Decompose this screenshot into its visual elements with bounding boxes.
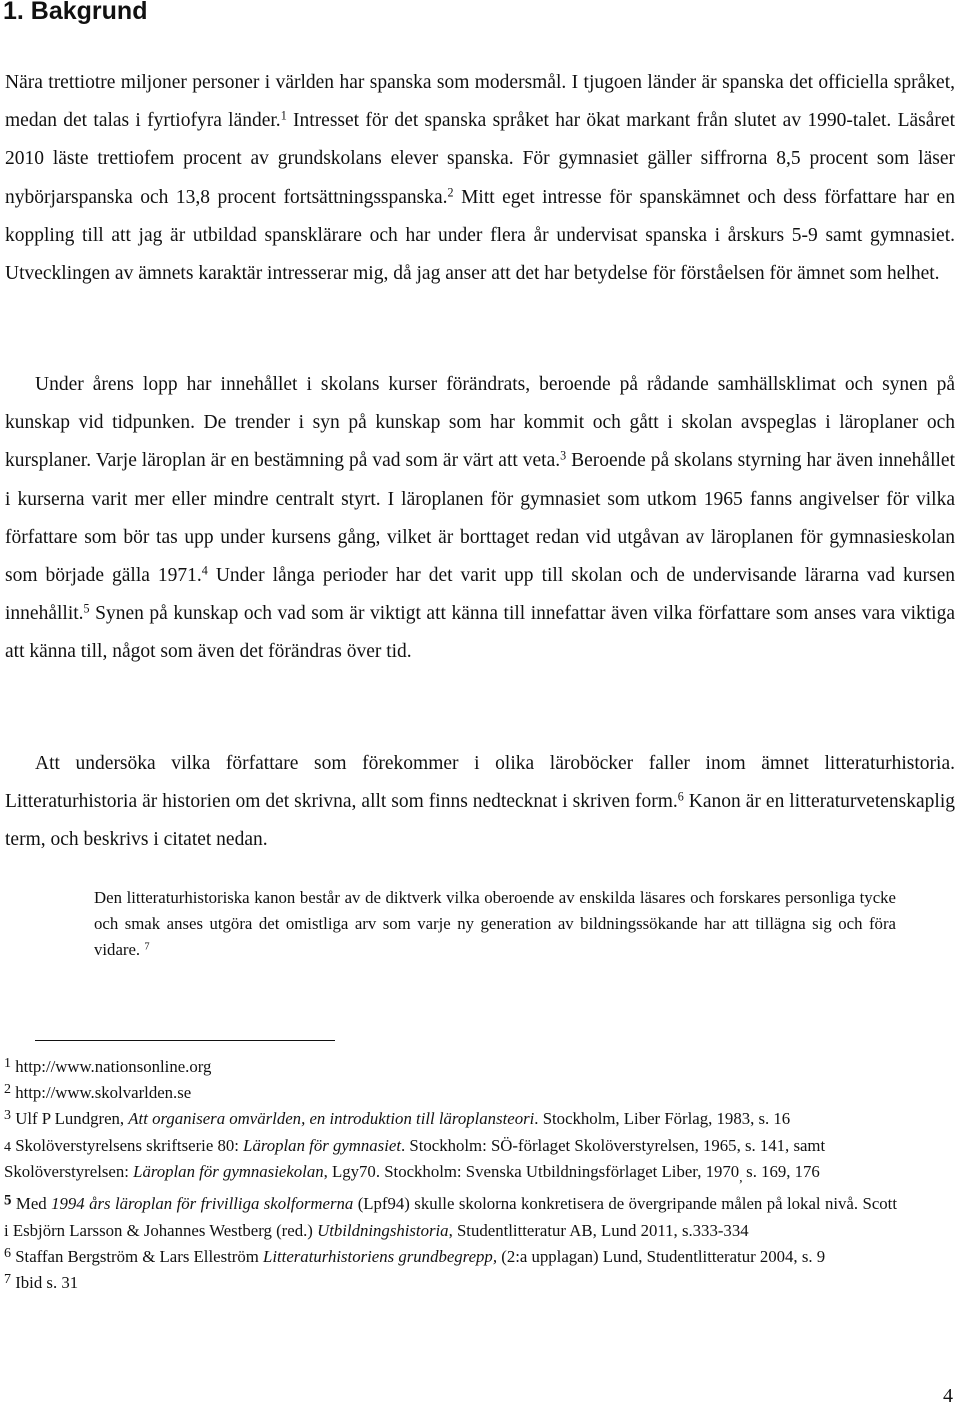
paragraph-1 bbox=[5, 64, 955, 293]
footnote-4b-sub: , bbox=[739, 1170, 747, 1186]
footnote-4-text-a: Skolöverstyrelsens skriftserie 80: bbox=[11, 1135, 244, 1155]
paragraph-2-text-a: Under årens lopp har innehållet i skolans kurser förändrats, beroende på rådande samhällsklimat och synen på kunskap vid tidpunken. De trender i syn på kunskap som har kommit och gått i skolan avspeglas i läroplaner och kursplaner. Varje läroplan är en bestämning på vad som är värt att veta. bbox=[5, 374, 955, 472]
section-heading: 1. Bakgrund bbox=[3, 0, 148, 25]
paragraph-2-text-b: Beroende på skolans styrning har även innehållet i kurserna varit mer eller mindre centralt styrt. I läroplanen för gymnasiet som utkom 1965 fanns angivelser för vilka författare som bör tas upp under kursens gång, vilket är borttaget redan vid utgåvan av läroplanen för gymnasieskolan som började gälla 1971. bbox=[5, 450, 955, 587]
footnote-ref-1[interactable]: 1 bbox=[280, 108, 287, 123]
paragraph-3-text-b: Kanon är en litteraturvetenskaplig term, och beskrivs i citatet nedan. bbox=[5, 791, 955, 851]
footnote-6-text-a: Staffan Bergström & Lars Elleström bbox=[11, 1246, 263, 1266]
footnote-7-text: Ibid s. 31 bbox=[11, 1272, 79, 1292]
footnote-3 bbox=[4, 1106, 897, 1132]
footnote-ref-3[interactable]: 3 bbox=[560, 448, 567, 463]
page-number: 4 bbox=[943, 1385, 953, 1407]
footnote-6-text-b: (2:a upplagan) Lund, Studentlitteratur 2004, s. 9 bbox=[497, 1246, 826, 1266]
paragraph-3-text-a: Att undersöka vilka författare som förekommer i olika läroböcker faller inom ämnet litteraturhistoria. Litteraturhistoria är historien om det skrivna, allt som finns nedtecknat i skriven form. bbox=[5, 753, 955, 813]
footnote-ref-6[interactable]: 6 bbox=[677, 789, 684, 804]
footnote-4-text-b: . Stockholm: SÖ-förlaget Skolöverstyrelsen, 1965, s. 141, samt bbox=[400, 1135, 826, 1155]
footnote-5-text-c: , Studentlitteratur AB, Lund 2011, s.333-334 bbox=[448, 1220, 749, 1240]
footnote-ref-4[interactable]: 4 bbox=[201, 563, 208, 578]
paragraph-2-text-d: Synen på kunskap och vad som är viktigt att känna till innefattar även vilka författare som anses vara viktiga att känna till, något som även det förändras över tid. bbox=[5, 603, 955, 663]
footnotes bbox=[4, 1054, 897, 1296]
footnote-mark-7: 7 bbox=[4, 1272, 11, 1288]
footnote-separator bbox=[35, 1040, 335, 1041]
footnote-5-text-a: Med bbox=[11, 1194, 52, 1214]
footnote-mark-1: 1 bbox=[4, 1056, 11, 1072]
footnote-6-title: Litteraturhistoriens grundbegrepp, bbox=[263, 1246, 498, 1266]
footnote-6 bbox=[4, 1244, 897, 1270]
block-quote-text: Den litteraturhistoriska kanon består av de diktverk vilka oberoende av enskilda läsares och forskares personliga tycke och smak anses utgöra det omistliga arv som varje ny generation av bildningssökande har att tillägna sig och föra vidare. bbox=[94, 888, 896, 959]
footnote-4-continued bbox=[4, 1159, 897, 1192]
footnote-mark-4: 4 bbox=[4, 1139, 11, 1155]
footnote-3-text-b: . Stockholm, Liber Förlag, 1983, s. 16 bbox=[534, 1109, 791, 1129]
footnote-5-title-2: Utbildningshistoria bbox=[317, 1220, 449, 1240]
footnote-4-title: Läroplan för gymnasiet bbox=[243, 1135, 401, 1155]
footnote-ref-2[interactable]: 2 bbox=[447, 184, 454, 199]
paragraph-2 bbox=[5, 366, 955, 672]
block-quote bbox=[94, 885, 896, 963]
paragraph-3 bbox=[5, 745, 955, 860]
paragraph-1-text-a: Nära trettiotre miljoner personer i världen har spanska som modersmål. I tjugoen länder är spanska det officiella språket, medan det talas i fyrtiofyra länder. bbox=[5, 72, 955, 132]
paragraph-1-text-b: Intresset för det spanska språket har ökat markant från slutet av 1990-talet. Läsåret 2010 läste trettiofem procent av grundskolans elever spanska. För gymnasiet gäller siffrorna 8,5 procent som läser nybörjarspanska och 13,8 procent fortsättningsspanska. bbox=[5, 110, 955, 208]
footnote-5-text-b: (Lpf94) skulle skolorna konkretisera de övergripande målen på lokal nivå. Scott i Esbjörn Larsson & Johannes Westberg (red.) bbox=[4, 1194, 897, 1240]
footnote-2-text: http://www.skolvarlden.se bbox=[11, 1083, 192, 1103]
footnote-mark-2: 2 bbox=[4, 1082, 11, 1098]
footnote-4b-text-c: s. 169, 176 bbox=[746, 1161, 820, 1181]
footnote-mark-6: 6 bbox=[4, 1245, 11, 1261]
footnote-3-title: Att organisera omvärlden, en introduktion till läroplansteori bbox=[128, 1109, 535, 1129]
footnote-mark-5: 5 bbox=[4, 1192, 12, 1209]
paragraph-2-text-c: Under långa perioder har det varit upp till skolan och de undervisande lärarna vad kursen innehållit. bbox=[5, 565, 956, 625]
footnote-4b-title: Läroplan för gymnasiekolan bbox=[133, 1161, 324, 1181]
footnote-ref-7[interactable]: 7 bbox=[144, 941, 150, 953]
footnote-ref-5[interactable]: 5 bbox=[83, 601, 90, 616]
footnote-4b-text-a: Skolöverstyrelsen: bbox=[4, 1161, 134, 1181]
footnote-2 bbox=[4, 1080, 897, 1106]
footnote-4 bbox=[4, 1133, 897, 1159]
footnote-5 bbox=[4, 1191, 897, 1243]
footnote-4b-text-b: , Lgy70. Stockholm: Svenska Utbildningsförlaget Liber, 1970 bbox=[323, 1161, 740, 1181]
footnote-7 bbox=[4, 1270, 897, 1296]
footnote-mark-3: 3 bbox=[4, 1108, 11, 1124]
footnote-3-text-a: Ulf P Lundgren, bbox=[11, 1109, 129, 1129]
paragraph-1-text-c: Mitt eget intresse för spanskämnet och dess författare har en koppling till att jag är utbildad spansklärare och har under flera år undervisat spanska i årskurs 5-9 samt gymnasiet. Utvecklingen av ämnets karaktär intresserar mig, då jag anser att det har betydelse för förståelsen för ämnet som helhet. bbox=[5, 186, 955, 285]
footnote-1 bbox=[4, 1054, 897, 1080]
footnote-5-title: 1994 års läroplan för frivilliga skolformerna bbox=[51, 1194, 354, 1214]
footnote-1-text: http://www.nationsonline.org bbox=[11, 1057, 212, 1076]
